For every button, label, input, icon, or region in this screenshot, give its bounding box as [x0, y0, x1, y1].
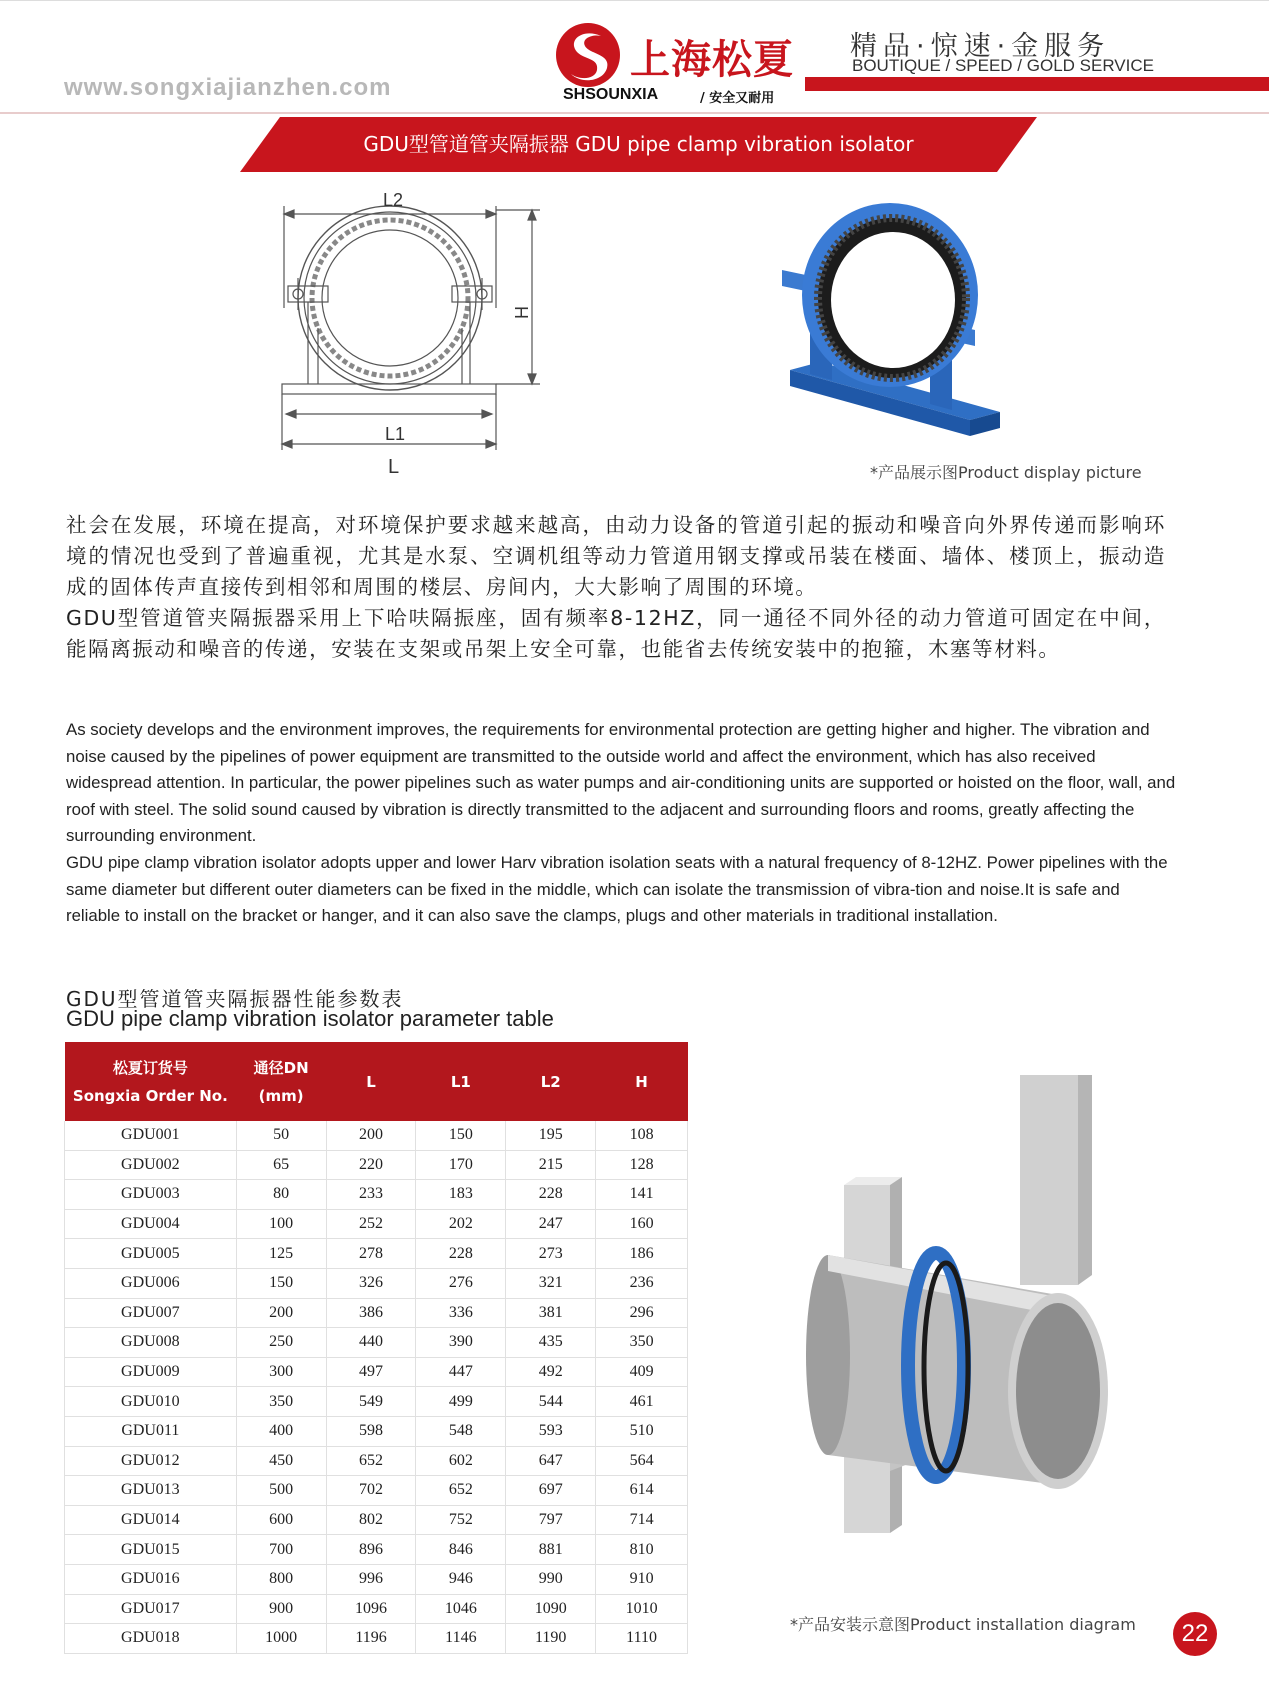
cell-l: 802 [326, 1505, 416, 1535]
brand-logo-icon [553, 22, 623, 88]
cell-l2: 593 [506, 1416, 596, 1446]
cell-l: 497 [326, 1357, 416, 1387]
cell-h: 614 [596, 1476, 688, 1506]
tagline-cn: 精品·惊速·金服务 [850, 31, 1111, 62]
cell-order-no: GDU001 [65, 1121, 237, 1150]
cell-l1: 447 [416, 1357, 506, 1387]
cell-h: 714 [596, 1505, 688, 1535]
cell-l2: 215 [506, 1150, 596, 1180]
cell-l1: 499 [416, 1387, 506, 1417]
table-row [65, 1594, 688, 1624]
dim-label-l: L [388, 456, 400, 478]
dim-label-h: H [512, 306, 532, 319]
cell-l: 652 [326, 1446, 416, 1476]
cell-l1: 183 [416, 1180, 506, 1210]
cell-l: 233 [326, 1180, 416, 1210]
cell-order-no: GDU008 [65, 1328, 237, 1358]
cell-dn: 500 [236, 1476, 326, 1506]
cell-dn: 1000 [236, 1624, 326, 1654]
cell-l: 278 [326, 1239, 416, 1269]
page-title: GDU型管道管夹隔振器 GDU pipe clamp vibration isolator [363, 132, 914, 156]
cell-l1: 846 [416, 1535, 506, 1565]
cell-dn: 125 [236, 1239, 326, 1269]
cell-h: 910 [596, 1564, 688, 1594]
cell-l: 1196 [326, 1624, 416, 1654]
table-header-row [65, 1042, 688, 1121]
header-divider [0, 112, 1269, 114]
cell-l: 598 [326, 1416, 416, 1446]
col-l2: L2 [506, 1042, 596, 1121]
cell-h: 1010 [596, 1594, 688, 1624]
cell-dn: 80 [236, 1180, 326, 1210]
col-dn-unit: (mm) [258, 1086, 304, 1105]
technical-drawing [270, 188, 550, 488]
cell-l: 896 [326, 1535, 416, 1565]
cell-l1: 548 [416, 1416, 506, 1446]
cell-l1: 336 [416, 1298, 506, 1328]
cell-order-no: GDU017 [65, 1594, 237, 1624]
table-row [65, 1239, 688, 1269]
cell-h: 810 [596, 1535, 688, 1565]
table-row [65, 1268, 688, 1298]
col-l: L [326, 1042, 416, 1121]
product-caption: *产品展示图Product display picture [870, 463, 1142, 482]
cell-h: 296 [596, 1298, 688, 1328]
cell-dn: 250 [236, 1328, 326, 1358]
table-row [65, 1446, 688, 1476]
cell-l2: 797 [506, 1505, 596, 1535]
cell-order-no: GDU016 [65, 1564, 237, 1594]
cell-l: 996 [326, 1564, 416, 1594]
installation-image [788, 1075, 1128, 1545]
cell-dn: 300 [236, 1357, 326, 1387]
cell-h: 108 [596, 1121, 688, 1150]
cell-l: 549 [326, 1387, 416, 1417]
cell-dn: 600 [236, 1505, 326, 1535]
cell-dn: 65 [236, 1150, 326, 1180]
col-order-no [65, 1042, 237, 1121]
cell-order-no: GDU004 [65, 1209, 237, 1239]
brand-name-en: SHSOUNXIA [563, 86, 659, 103]
table-row [65, 1476, 688, 1506]
cell-l2: 990 [506, 1564, 596, 1594]
table-row [65, 1564, 688, 1594]
cell-l2: 1090 [506, 1594, 596, 1624]
cell-dn: 700 [236, 1535, 326, 1565]
table-row [65, 1624, 688, 1654]
product-image [780, 200, 1010, 445]
cell-h: 141 [596, 1180, 688, 1210]
cell-l: 386 [326, 1298, 416, 1328]
cell-l1: 276 [416, 1268, 506, 1298]
cell-dn: 800 [236, 1564, 326, 1594]
cell-l2: 544 [506, 1387, 596, 1417]
cell-order-no: GDU010 [65, 1387, 237, 1417]
table-row [65, 1505, 688, 1535]
cell-order-no: GDU018 [65, 1624, 237, 1654]
table-row [65, 1298, 688, 1328]
cell-h: 461 [596, 1387, 688, 1417]
cell-l: 440 [326, 1328, 416, 1358]
description-cn-1: 社会在发展，环境在提高，对环境保护要求越来越高，由动力设备的管道引起的振动和噪音向外界传递而影响环境的情况也受到了普遍重视，尤其是水泵、空调机组等动力管道用钢支撑或吊装在楼面、墙体、楼顶上，振动造成的固体传声直接传到相邻和周围的楼层、房间内，大大影响了周围的环境。 [66, 513, 1166, 599]
cell-l1: 602 [416, 1446, 506, 1476]
cell-h: 186 [596, 1239, 688, 1269]
cell-l2: 273 [506, 1239, 596, 1269]
cell-h: 510 [596, 1416, 688, 1446]
cell-order-no: GDU007 [65, 1298, 237, 1328]
cell-l1: 752 [416, 1505, 506, 1535]
cell-order-no: GDU013 [65, 1476, 237, 1506]
cell-l2: 881 [506, 1535, 596, 1565]
cell-l1: 228 [416, 1239, 506, 1269]
brand-slogan: / 安全又耐用 [700, 91, 775, 106]
cell-dn: 100 [236, 1209, 326, 1239]
cell-order-no: GDU014 [65, 1505, 237, 1535]
cell-l2: 697 [506, 1476, 596, 1506]
col-h: H [596, 1042, 688, 1121]
table-row [65, 1328, 688, 1358]
table-title-en: GDU pipe clamp vibration isolator parameter table [66, 1006, 554, 1031]
cell-order-no: GDU002 [65, 1150, 237, 1180]
cell-h: 128 [596, 1150, 688, 1180]
cell-l2: 1190 [506, 1624, 596, 1654]
tagline-en: BOUTIQUE / SPEED / GOLD SERVICE [852, 56, 1154, 75]
cell-h: 409 [596, 1357, 688, 1387]
cell-dn: 200 [236, 1298, 326, 1328]
table-row [65, 1180, 688, 1210]
col-order-en: Songxia Order No. [72, 1086, 228, 1105]
parameter-table [64, 1042, 688, 1654]
cell-l1: 946 [416, 1564, 506, 1594]
table-row [65, 1209, 688, 1239]
table-row [65, 1357, 688, 1387]
cell-order-no: GDU011 [65, 1416, 237, 1446]
cell-h: 160 [596, 1209, 688, 1239]
col-order-cn: 松夏订货号 [112, 1058, 188, 1077]
description-cn-2: GDU型管道管夹隔振器采用上下哈呋隔振座，固有频率8-12HZ，同一通径不同外径的动力管道可固定在中间，能隔离振动和噪音的传递，安装在支架或吊架上安全可靠，也能省去传统安装中的抱箍，木塞等材料。 [66, 606, 1166, 661]
cell-l1: 1146 [416, 1624, 506, 1654]
top-border [0, 0, 1269, 1]
table-row [65, 1535, 688, 1565]
cell-l1: 390 [416, 1328, 506, 1358]
cell-l2: 381 [506, 1298, 596, 1328]
cell-l1: 202 [416, 1209, 506, 1239]
table-title-cn: GDU型管道管夹隔振器性能参数表 [66, 987, 404, 1011]
cell-l2: 492 [506, 1357, 596, 1387]
cell-l: 1096 [326, 1594, 416, 1624]
cell-l1: 1046 [416, 1594, 506, 1624]
col-dn [236, 1042, 326, 1121]
page-number: 22 [1173, 1612, 1217, 1656]
cell-l: 220 [326, 1150, 416, 1180]
cell-order-no: GDU006 [65, 1268, 237, 1298]
cell-dn: 400 [236, 1416, 326, 1446]
table-row [65, 1387, 688, 1417]
cell-l2: 321 [506, 1268, 596, 1298]
cell-dn: 350 [236, 1387, 326, 1417]
website-url[interactable]: www.songxiajianzhen.com [64, 74, 392, 101]
cell-l2: 647 [506, 1446, 596, 1476]
description-en-2: GDU pipe clamp vibration isolator adopts upper and lower Harv vibration isolation seats with a natural frequency of 8-12HZ. Power pipelines with the same diameter but different outer diameters can be fixed in the middle, which can isolate the transmission of vibra-tion and noise.It is safe and reliable to install on the bracket or hanger, and it can also save the clamps, plugs and other materials in traditional installation. [66, 853, 1168, 926]
cell-dn: 900 [236, 1594, 326, 1624]
cell-h: 564 [596, 1446, 688, 1476]
cell-l: 702 [326, 1476, 416, 1506]
cell-l1: 170 [416, 1150, 506, 1180]
cell-l2: 247 [506, 1209, 596, 1239]
cell-order-no: GDU015 [65, 1535, 237, 1565]
cell-l: 326 [326, 1268, 416, 1298]
description-en-1: As society develops and the environment improves, the requirements for environmental protection are getting higher and higher. The vibration and noise caused by the pipelines of power equipment are transmitted to the outside world and affect the environment, which has also received widespread attention. In particular, the power pipelines such as water pumps and air-conditioning units are supported or hoisted on the floor, wall, and roof with steel. The solid sound caused by vibration is directly transmitted to the adjacent and surrounding floors and rooms, greatly affecting the surrounding environment. [66, 720, 1176, 846]
cell-h: 350 [596, 1328, 688, 1358]
table-row [65, 1150, 688, 1180]
col-dn-cn: 通径DN [253, 1058, 309, 1077]
installation-caption: *产品安装示意图Product installation diagram [790, 1615, 1136, 1634]
cell-order-no: GDU012 [65, 1446, 237, 1476]
cell-dn: 450 [236, 1446, 326, 1476]
cell-dn: 150 [236, 1268, 326, 1298]
cell-h: 236 [596, 1268, 688, 1298]
col-l1: L1 [416, 1042, 506, 1121]
cell-h: 1110 [596, 1624, 688, 1654]
table-row [65, 1416, 688, 1446]
cell-l2: 435 [506, 1328, 596, 1358]
dim-label-l2: L2 [383, 190, 404, 210]
dim-label-l1: L1 [385, 424, 406, 444]
cell-l2: 228 [506, 1180, 596, 1210]
cell-l: 252 [326, 1209, 416, 1239]
cell-l2: 195 [506, 1121, 596, 1150]
table-row [65, 1121, 688, 1150]
cell-l1: 150 [416, 1121, 506, 1150]
cell-l1: 652 [416, 1476, 506, 1506]
cell-order-no: GDU003 [65, 1180, 237, 1210]
cell-dn: 50 [236, 1121, 326, 1150]
cell-l: 200 [326, 1121, 416, 1150]
cell-order-no: GDU005 [65, 1239, 237, 1269]
brand-name: 上海松夏 [630, 37, 794, 83]
header-accent-bar [805, 77, 1269, 91]
cell-order-no: GDU009 [65, 1357, 237, 1387]
